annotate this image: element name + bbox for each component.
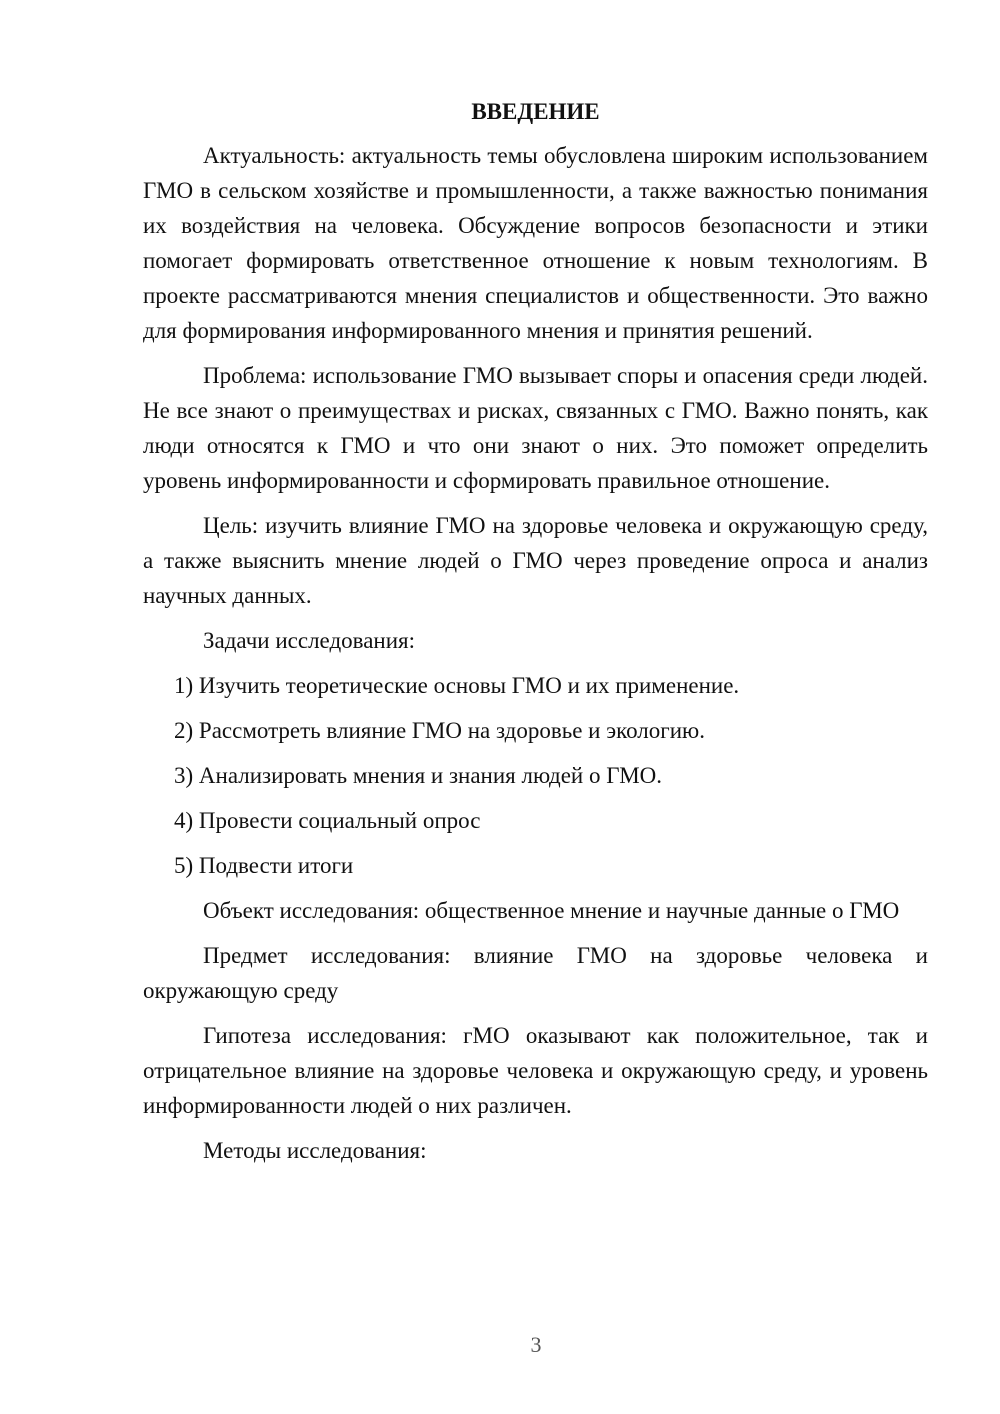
tasks-list [143, 668, 928, 883]
tasks-heading: Задачи исследования: [203, 628, 416, 653]
problem-paragraph: Проблема: использование ГМО вызывает споры и опасения среди людей. Не все знают о преимуществах и рисках, связанных с ГМО. Важно понять, как люди относятся к ГМО и что они знают о них. Это поможет определить уровень информированности и сформировать правильное отношение. [143, 363, 928, 493]
hypothesis-paragraph: Гипотеза исследования: гМО оказывают как положительное, так и отрицательное влияние на здоровье человека и окружающую среду, и уровень информированности людей о них различен. [143, 1023, 928, 1118]
page-content [143, 94, 928, 1178]
page-number: 3 [530, 1332, 542, 1357]
goal-paragraph: Цель: изучить влияние ГМО на здоровье человека и окружающую среду, а также выяснить мнение людей о ГМО через проведение опроса и анализ научных данных. [143, 513, 928, 608]
task-item: 5) Подвести итоги [174, 853, 354, 878]
task-item: 2) Рассмотреть влияние ГМО на здоровье и экологию. [174, 718, 705, 743]
subject-paragraph: Предмет исследования: влияние ГМО на здоровье человека и окружающую среду [143, 943, 928, 1003]
task-item: 3) Анализировать мнения и знания людей о ГМО. [174, 763, 663, 788]
methods-heading: Методы исследования: [203, 1138, 427, 1163]
section-title: ВВЕДЕНИЕ [471, 99, 600, 124]
task-item: 4) Провести социальный опрос [174, 808, 481, 833]
relevance-paragraph: Актуальность: актуальность темы обусловлена широким использованием ГМО в сельском хозяйстве и промышленности, а также важностью понимания их воздействия на человека. Обсуждение вопросов безопасности и этики помогает формировать ответственное отношение к новым технологиям. В проекте рассматриваются мнения специалистов и общественности. Это важно для формирования информированного мнения и принятия решений. [143, 143, 928, 343]
task-item: 1) Изучить теоретические основы ГМО и их применение. [174, 673, 740, 698]
object-paragraph: Объект исследования: общественное мнение и научные данные о ГМО [203, 898, 900, 923]
